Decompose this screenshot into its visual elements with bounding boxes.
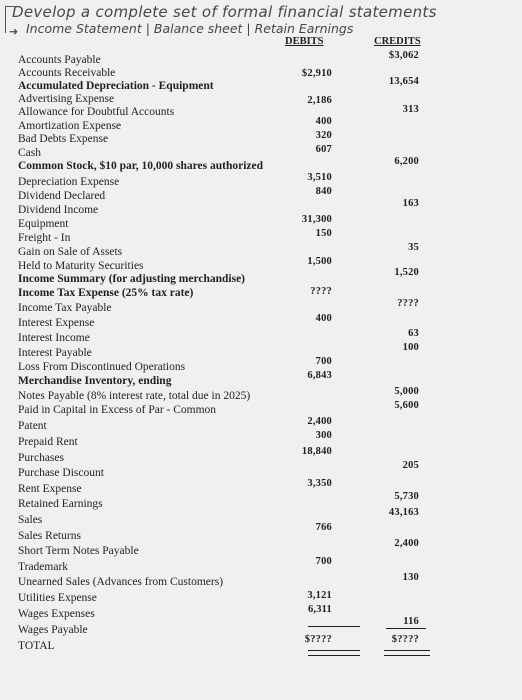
account-name: Accounts Receivable [18,67,116,79]
account-name: Common Stock, $10 par, 10,000 shares authorized [18,160,264,172]
credits-header: CREDITS [374,36,421,47]
account-name: Trademark [18,561,69,573]
account-name: Income Tax Expense (25% tax rate) [18,287,194,299]
debit-amount: 400 [315,313,332,324]
credit-amount: 43,163 [388,507,419,518]
debit-amount: 150 [315,228,332,239]
credit-amount: 5,000 [394,386,419,397]
debit-amount: 840 [315,186,332,197]
account-name: Utilities Expense [18,592,97,604]
account-name: Purchase Discount [18,467,104,479]
credit-amount: 13,654 [388,76,419,87]
debit-amount: 2,400 [307,416,332,427]
debit-amount: 320 [315,130,332,141]
debit-amount: ???? [310,286,332,297]
account-name: Income Tax Payable [18,302,112,314]
account-name-total: TOTAL [18,640,55,652]
debit-amount: 6,843 [307,370,332,381]
debits-total: $???? [304,634,332,645]
credits-total-rule [386,628,426,629]
debit-amount: 3,510 [307,172,332,183]
debit-amount: 1,500 [307,256,332,267]
account-name: Wages Expenses [18,608,95,620]
debit-amount: 2,186 [307,95,332,106]
debit-amount: 31,300 [301,214,332,225]
account-name: Gain on Sale of Assets [18,246,123,258]
credits-double-underline [384,650,430,656]
account-name: Income Summary (for adjusting merchandise) [18,273,246,285]
debit-amount: 700 [315,356,332,367]
account-name: Patent [18,420,47,432]
account-name: Unearned Sales (Advances from Customers) [18,576,224,588]
account-name: Notes Payable (8% interest rate, total due in 2025) [18,390,251,402]
debits-double-underline [308,650,360,656]
handwritten-statements-list: Income Statement | Balance sheet | Retain Earnings [26,21,354,36]
credit-amount: 100 [402,342,419,353]
account-name: Amortization Expense [18,120,122,132]
account-name: Held to Maturity Securities [18,260,144,272]
credit-amount: 5,600 [394,400,419,411]
credit-amount: 163 [402,198,419,209]
debit-amount: $2,910 [301,68,332,79]
account-name: Wages Payable [18,624,88,636]
account-name: Prepaid Rent [18,436,78,448]
account-name: Accounts Payable [18,54,101,66]
credit-amount: 5,730 [394,491,419,502]
account-name: Loss From Discontinued Operations [18,361,186,373]
handwritten-instruction: Develop a complete set of formal financial statements [12,3,437,21]
debit-amount: 400 [315,116,332,127]
credit-amount: 2,400 [394,538,419,549]
credit-amount: 116 [403,616,419,627]
debit-amount: 766 [315,522,332,533]
credit-amount: 63 [408,328,419,339]
credit-amount: 1,520 [394,267,419,278]
handwritten-arrow-icon: ➜ [9,25,19,38]
account-name: Advertising Expense [18,93,115,105]
credit-amount: 313 [402,104,419,115]
credit-amount: 205 [402,460,419,471]
debit-amount: 18,840 [301,446,332,457]
account-name: Interest Expense [18,317,95,329]
account-name: Bad Debts Expense [18,133,109,145]
debit-amount: 300 [315,430,332,441]
account-name: Sales Returns [18,530,81,542]
account-name: Purchases [18,452,64,464]
account-name: Interest Payable [18,347,92,359]
account-name: Short Term Notes Payable [18,545,139,557]
account-name: Dividend Income [18,204,99,216]
account-name: Accumulated Depreciation - Equipment [18,80,214,92]
account-name: Cash [18,147,41,159]
debit-amount: 3,350 [307,478,332,489]
debit-amount: 6,311 [307,604,332,615]
account-name: Rent Expense [18,483,82,495]
debits-header: DEBITS [285,36,324,47]
account-name: Allowance for Doubtful Accounts [18,106,175,118]
account-name: Merchandise Inventory, ending [18,375,172,387]
credits-total: $???? [391,634,419,645]
account-name: Equipment [18,218,69,230]
account-name: Retained Earnings [18,498,103,510]
account-name: Interest Income [18,332,90,344]
debits-total-rule [308,626,360,627]
account-name: Sales [18,514,43,526]
account-name: Depreciation Expense [18,176,120,188]
debit-amount: 607 [315,144,332,155]
credit-amount: 35 [408,242,419,253]
debit-amount: 3,121 [307,590,332,601]
account-name: Freight - In [18,232,71,244]
credit-amount: ???? [397,298,419,309]
credit-amount: 130 [402,572,419,583]
account-name: Dividend Declared [18,190,106,202]
credit-amount: 6,200 [394,156,419,167]
credit-amount: $3,062 [388,50,419,61]
account-name: Paid in Capital in Excess of Par - Common [18,404,217,416]
debit-amount: 700 [315,556,332,567]
